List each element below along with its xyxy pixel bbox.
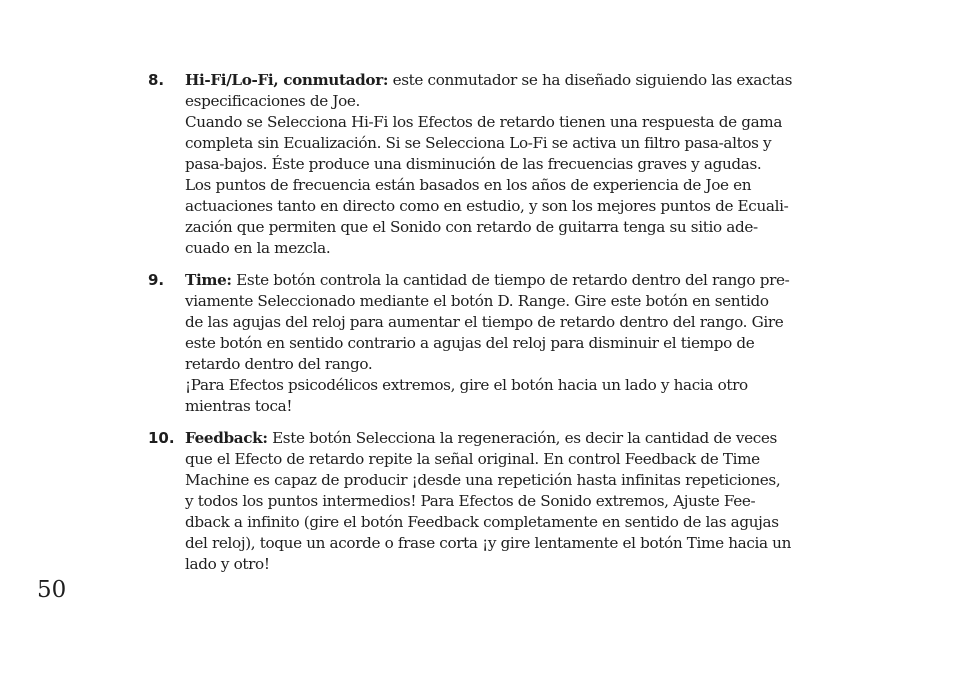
item-text: este conmutador se ha diseñado siguiendo las exactas (388, 71, 793, 89)
item-line: y todos los puntos intermedios! Para Efectos de Sonido extremos, Ajuste Fee- (185, 492, 756, 510)
item-line: completa sin Ecualización. Si se Selecciona Lo-Fi se activa un filtro pasa-altos y (185, 134, 772, 152)
item-text: Este botón controla la cantidad de tiempo de retardo dentro del rango pre- (231, 271, 790, 289)
item-number: 8. (148, 71, 165, 89)
item-line: Cuando se Selecciona Hi-Fi los Efectos de retardo tienen una respuesta de gama (185, 113, 783, 131)
item-line: de las agujas del reloj para aumentar el tiempo de retardo dentro del rango. Gire (185, 313, 784, 331)
item-number: 10. (148, 429, 175, 447)
list-item-8 (148, 70, 848, 259)
list-item-10 (148, 428, 848, 575)
item-number: 9. (148, 271, 165, 289)
item-line: retardo dentro del rango. (185, 355, 373, 373)
item-line: zación que permiten que el Sonido con retardo de guitarra tenga su sitio ade- (185, 218, 758, 236)
item-line: Los puntos de frecuencia están basados en los años de experiencia de Joe en (185, 176, 752, 194)
page-number: 50 (37, 577, 67, 603)
item-line: este botón en sentido contrario a agujas del reloj para disminuir el tiempo de (185, 334, 755, 352)
item-line: del reloj), toque un acorde o frase corta ¡y gire lentamente el botón Time hacia un (185, 534, 792, 552)
item-line: actuaciones tanto en directo como en estudio, y son los mejores puntos de Ecuali- (185, 197, 789, 215)
item-line (185, 70, 848, 91)
item-line: especificaciones de Joe. (185, 92, 360, 110)
item-term: Time: (185, 271, 232, 289)
item-line: viamente Seleccionado mediante el botón D. Range. Gire este botón en sentido (185, 292, 769, 310)
item-line: cuado en la mezcla. (185, 239, 331, 257)
item-line (185, 428, 848, 449)
item-line: Machine es capaz de producir ¡desde una repetición hasta infinitas repeticiones, (185, 471, 781, 489)
item-term: Hi-Fi/Lo-Fi, conmutador: (185, 71, 389, 89)
item-body (185, 270, 848, 417)
item-line: mientras toca! (185, 397, 293, 415)
item-body (185, 428, 848, 575)
item-term: Feedback: (185, 429, 268, 447)
list-item-9 (148, 270, 848, 417)
item-line (185, 270, 848, 291)
item-text: Este botón Selecciona la regeneración, es decir la cantidad de veces (267, 429, 777, 447)
item-body (185, 70, 848, 259)
item-line: ¡Para Efectos psicodélicos extremos, gire el botón hacia un lado y hacia otro (185, 376, 748, 394)
item-line: que el Efecto de retardo repite la señal original. En control Feedback de Time (185, 450, 760, 468)
item-line: lado y otro! (185, 555, 270, 573)
item-line: dback a infinito (gire el botón Feedback completamente en sentido de las agujas (185, 513, 779, 531)
item-line: pasa-bajos. Éste produce una disminución de las frecuencias graves y agudas. (185, 155, 762, 173)
